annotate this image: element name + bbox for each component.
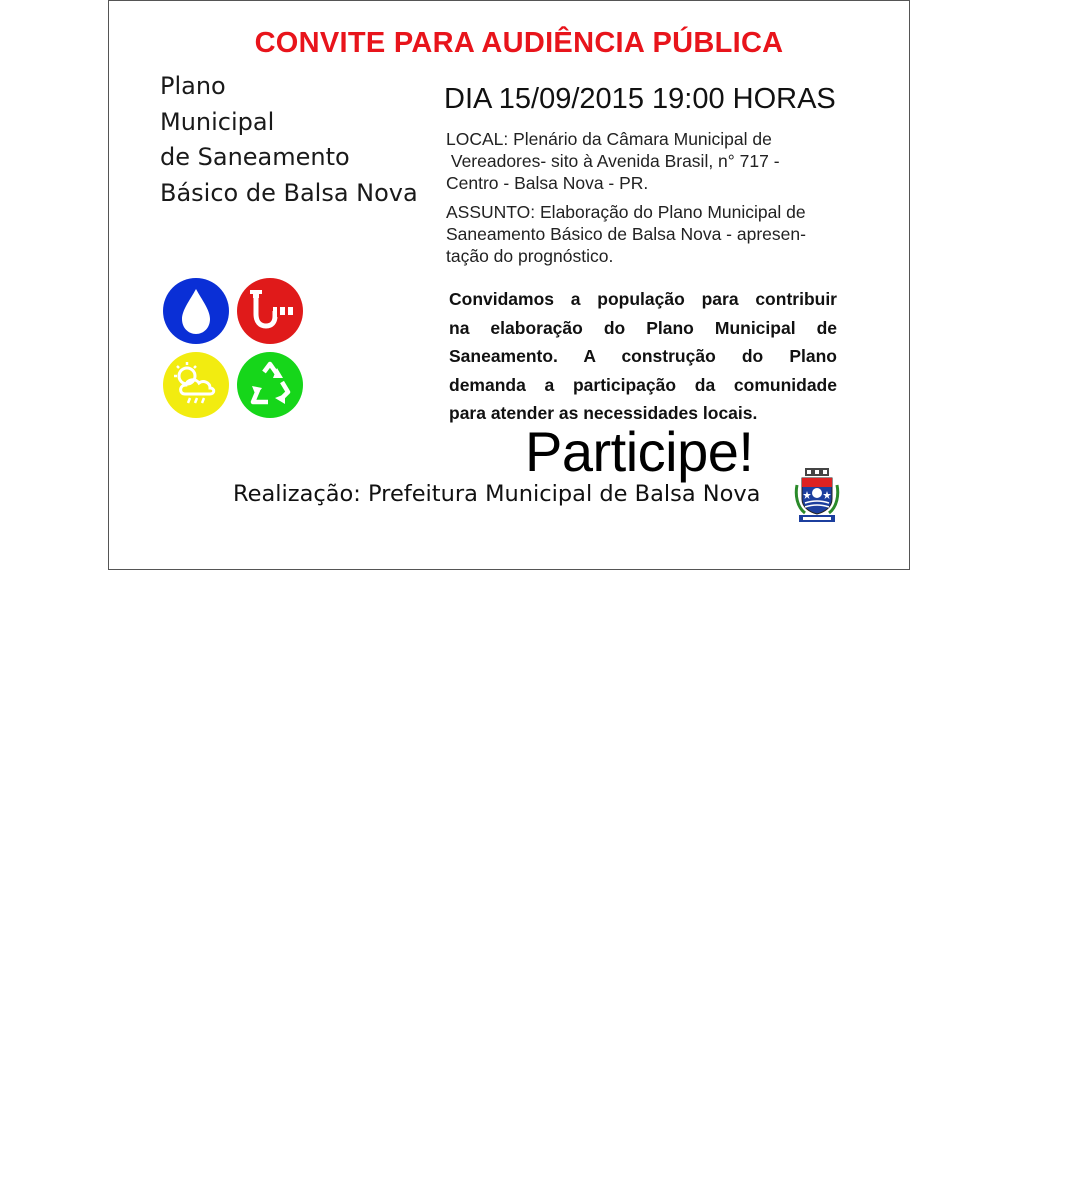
- location-line: LOCAL: Plenário da Câmara Municipal de: [446, 129, 772, 149]
- message-line: Saneamento. A construção do Plano: [449, 346, 837, 366]
- invitation-title: CONVITE PARA AUDIÊNCIA PÚBLICA: [254, 27, 784, 59]
- invitation-message: [449, 285, 837, 428]
- plan-name-line: Municipal: [160, 107, 275, 136]
- location-line: Vereadores- sito à Avenida Brasil, n° 717 -: [446, 151, 780, 171]
- sanitation-icons: [161, 278, 305, 420]
- plan-name-line: Básico de Balsa Nova: [160, 178, 418, 207]
- invitation-card: [108, 0, 910, 570]
- rain-cloud-icon: [163, 352, 229, 418]
- municipal-coat-of-arms: [793, 467, 841, 525]
- plan-name: [160, 69, 418, 211]
- call-to-action: Participe!: [525, 420, 754, 483]
- event-date-time: DIA 15/09/2015 19:00 HORAS: [444, 83, 836, 115]
- subject-line: tação do prognóstico.: [446, 246, 614, 266]
- sewage-pipe-icon: [237, 278, 303, 344]
- subject-line: Saneamento Básico de Balsa Nova - apresen-: [446, 224, 806, 244]
- rain-cloud-icon-circle: [163, 352, 229, 418]
- sewage-pipe-icon-circle: [237, 278, 303, 344]
- water-drop-icon: [163, 278, 229, 344]
- message-line: demanda a participação da comunidade: [449, 374, 837, 395]
- event-location: [446, 128, 866, 194]
- message-line: Convidamos a população para contribuir: [449, 289, 837, 309]
- message-line: para atender as necessidades locais.: [449, 403, 758, 423]
- event-subject: [446, 201, 866, 267]
- plan-name-line: de Saneamento: [160, 143, 350, 171]
- organizer-credit: Realização: Prefeitura Municipal de Balsa Nova: [233, 481, 761, 507]
- subject-line: ASSUNTO: Elaboração do Plano Municipal de: [446, 202, 806, 222]
- message-line: na elaboração do Plano Municipal de: [449, 317, 837, 338]
- location-line: Centro - Balsa Nova - PR.: [446, 173, 649, 193]
- recycle-icon: [237, 352, 303, 418]
- plan-name-line: Plano: [160, 72, 226, 100]
